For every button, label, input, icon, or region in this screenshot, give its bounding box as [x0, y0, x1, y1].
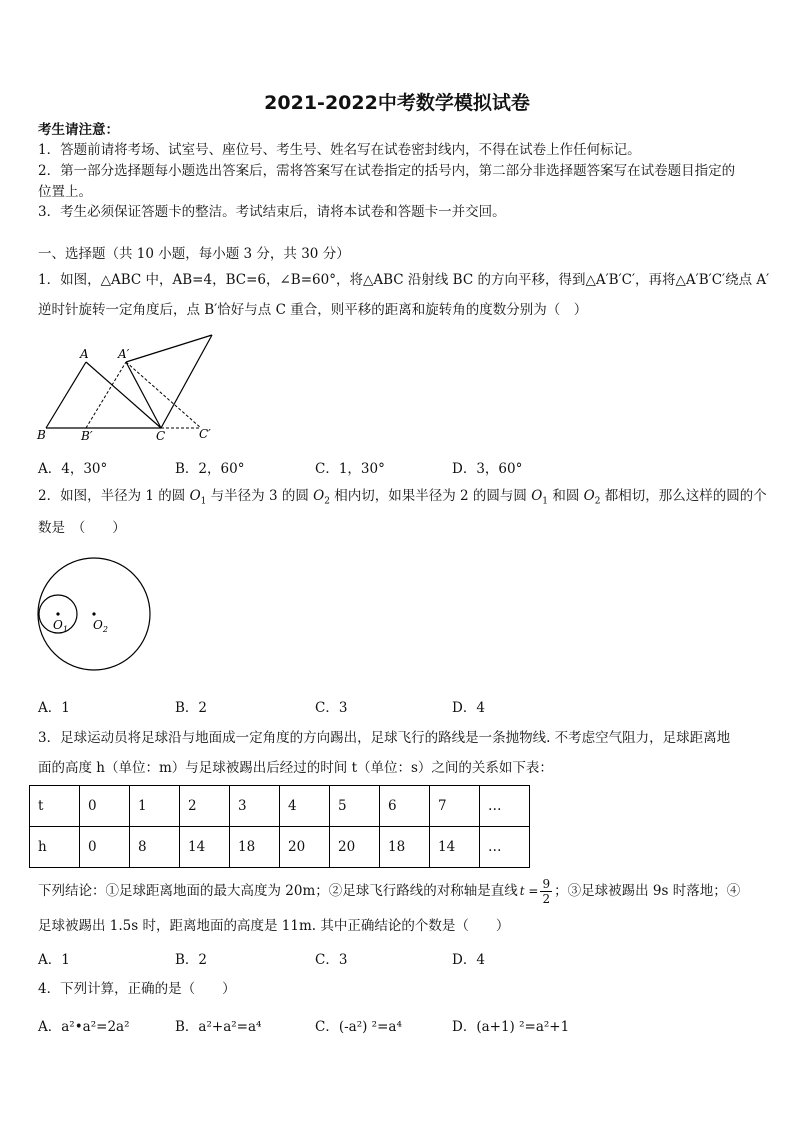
notice-item-1: 1．答题前请将考场、试室号、座位号、考生号、姓名写在试卷密封线内，不得在试卷上作任何标记。 [38, 142, 641, 158]
label-a-prime: A′ [118, 347, 130, 361]
table-cell: h [30, 827, 80, 868]
table-cell: 2 [180, 786, 230, 827]
label-c: C [156, 429, 166, 443]
q2-option-d: D．4 [452, 700, 485, 716]
table-cell: 20 [330, 827, 380, 868]
q3-conclusions-line2: 足球被踢出 1.5s 时，距离地面的高度是 11m. 其中正确结论的个数是（ ） [38, 918, 510, 934]
table-cell: 1 [130, 786, 180, 827]
table-cell: 14 [180, 827, 230, 868]
segment-a2b2 [86, 362, 126, 428]
segment-ac [86, 362, 161, 428]
q2-sub2b: 2 [594, 496, 601, 507]
q1-text-line1: 1．如图，△ABC 中，AB=4，BC=6，∠B=60°，将△ABC 沿射线 BC 的方向平移，得到△A′B′C′，再将△A′B′C′绕点 A′ [38, 272, 770, 288]
q2-text-b: 与半径为 3 的圆 [206, 488, 314, 504]
q1-option-b: B．2，60° [175, 461, 245, 477]
q2-option-b: B．2 [175, 700, 208, 716]
q2-o1: O [189, 488, 201, 504]
q2-text-d: 和圆 [548, 488, 584, 504]
q2-sub1: 1 [200, 496, 207, 507]
label-b: B [37, 428, 46, 442]
table-cell: 8 [130, 827, 180, 868]
table-cell: 5 [330, 786, 380, 827]
label-a: A [80, 347, 89, 361]
center-o2 [92, 612, 95, 615]
center-o1 [56, 612, 59, 615]
q2-text-line2: 数是 （ ） [38, 520, 126, 536]
table-cell: 14 [430, 827, 480, 868]
q3-conclusions-b: ；③足球被踢出 9s 时落地；④ [554, 883, 741, 899]
q3-table [29, 785, 530, 868]
q4-option-d: D．(a+1) ²=a²+1 [452, 1019, 570, 1035]
q3-text-line2: 面的高度 h（单位：m）与足球被踢出后经过的时间 t（单位：s）之间的关系如下表： [38, 760, 553, 776]
q2-option-a: A．1 [38, 700, 70, 716]
q2-sub2: 2 [324, 496, 330, 507]
table-row [30, 786, 530, 827]
table-cell: … [480, 827, 530, 868]
q3-fraction-den: 2 [542, 891, 551, 906]
table-cell: 18 [230, 827, 280, 868]
table-cell: 4 [280, 786, 330, 827]
table-cell: … [480, 786, 530, 827]
notice-item-3: 3．考生必须保证答题卡的整洁。考试结束后，请将本试卷和答题卡一并交回。 [38, 204, 506, 220]
q2-text-c: 相内切，如果半径为 2 的圆与圆 [329, 488, 532, 504]
q3-conclusions-line1 [38, 872, 740, 910]
q3-fraction [540, 877, 552, 906]
q2-text-line1 [38, 486, 767, 512]
table-cell: 20 [280, 827, 330, 868]
q1-option-c: C．1，30° [315, 461, 385, 477]
q1-figure [36, 332, 226, 444]
table-cell: 0 [80, 827, 130, 868]
q2-option-c: C．3 [315, 700, 348, 716]
q4-option-b: B．a²+a²=a⁴ [175, 1019, 262, 1035]
q3-fraction-num: 9 [542, 876, 551, 891]
page-title: 2021-2022中考数学模拟试卷 [264, 92, 530, 114]
q1-option-a: A．4，30° [38, 461, 108, 477]
q3-option-b: B．2 [175, 952, 208, 968]
q3-option-a: A．1 [38, 952, 70, 968]
label-b-prime: B′ [81, 429, 93, 443]
table-row [30, 827, 530, 868]
q4-option-c: C．(-a²) ²=a⁴ [315, 1019, 402, 1035]
q2-o2b: O [583, 488, 595, 504]
table-cell: 18 [380, 827, 430, 868]
table-cell: t [30, 786, 80, 827]
q4-option-a: A．a²•a²=2a² [38, 1019, 130, 1035]
q2-text-a: 2．如图，半径为 1 的圆 [38, 488, 190, 504]
label-o1: $O_1$ [53, 618, 68, 634]
segment-a2c2 [126, 362, 201, 428]
section-heading: 一、选择题（共 10 小题，每小题 3 分，共 30 分） [38, 246, 350, 262]
q2-sub1b: 1 [542, 496, 549, 507]
notice-item-2: 2．第一部分选择题每小题选出答案后，需将答案写在试卷指定的括号内，第二部分非选择题答案写在试卷题目指定的 [38, 163, 736, 179]
notice-item-2-cont: 位置上。 [38, 184, 92, 200]
q2-figure [36, 555, 156, 675]
q2-text-e: 都相切，那么这样的圆的个 [600, 488, 767, 504]
segment-ab [46, 362, 86, 428]
q3-option-d: D．4 [452, 952, 485, 968]
label-o2: $O_2$ [93, 618, 108, 634]
q3-conclusions-a: 下列结论：①足球距离地面的最大高度为 20m；②足球飞行路线的对称轴是直线 [38, 883, 518, 899]
q1-option-d: D．3，60° [452, 461, 523, 477]
q3-t-symbol: t = [519, 884, 539, 898]
q1-text-line2: 逆时针旋转一定角度后，点 B′恰好与点 C 重合，则平移的距离和旋转角的度数分别为（ ） [38, 302, 588, 318]
q2-o1b: O [531, 488, 543, 504]
table-cell: 3 [230, 786, 280, 827]
q3-text-line1: 3．足球运动员将足球沿与地面成一定角度的方向踢出，足球飞行的路线是一条抛物线. 不考虑空气阻力，足球距离地 [38, 730, 731, 746]
q4-text: 4．下列计算，正确的是（ ） [38, 981, 236, 997]
table-cell: 0 [80, 786, 130, 827]
q3-option-c: C．3 [315, 952, 348, 968]
q2-o2: O [313, 488, 325, 504]
table-cell: 6 [380, 786, 430, 827]
label-c-prime: C′ [199, 427, 211, 441]
notice-heading: 考生请注意： [38, 122, 119, 138]
segment-a2c [126, 362, 161, 428]
table-cell: 7 [430, 786, 480, 827]
